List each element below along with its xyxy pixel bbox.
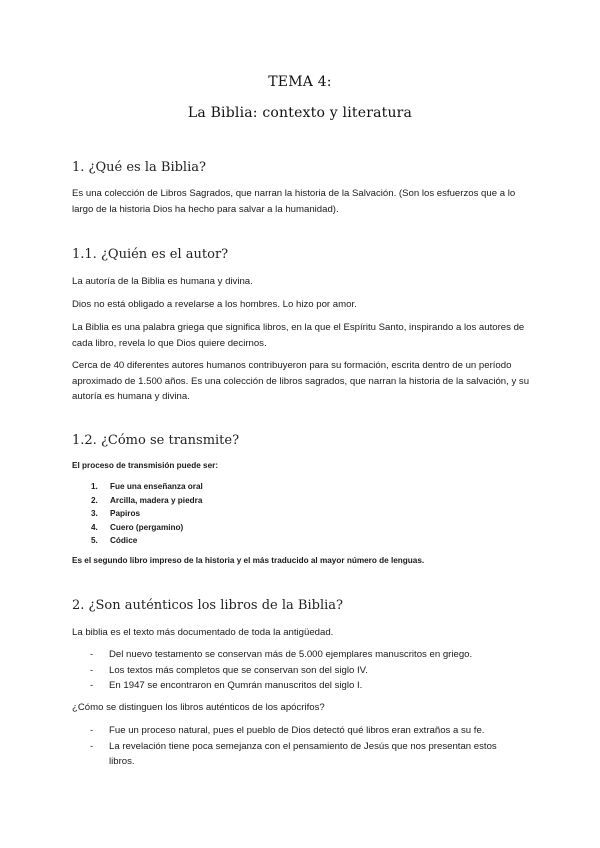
manuscripts-list	[72, 647, 534, 694]
list-item-text: Códice	[110, 536, 138, 546]
list-dash: -	[90, 649, 94, 660]
list-number: 1.	[91, 482, 98, 491]
list-item-text: Del nuevo testamento se conservan más de 5.000 ejemplares manuscritos en griego.	[109, 649, 473, 660]
list-item-text: Fue un proceso natural, pues el pueblo de Dios detectó qué libros eran extraños a su fe.	[109, 725, 485, 736]
list-item	[72, 534, 534, 548]
transmission-list	[72, 480, 534, 548]
section-1-1-paragraph-1: La autoría de la Biblia es humana y divina.	[72, 276, 253, 287]
apocrypha-list	[72, 723, 534, 770]
section-1-1-paragraph-4: Cerca de 40 diferentes autores humanos contribuyeron para su formación, escrita dentro de un período aproximado de 1.500 años. Es una colección de libros sagrados, que narran la historia de la salvación, y su autoría es humana y divina.	[72, 360, 530, 402]
section-2-paragraph-2: ¿Cómo se distinguen los libros auténticos de los apócrifos?	[72, 702, 325, 713]
section-1-2-intro: El proceso de transmisión puede ser:	[72, 461, 219, 470]
section-1-paragraph: Es una colección de Libros Sagrados, que narran la historia de la Salvación. (Son los esfuerzos que a lo largo de la historia Dios ha hecho para salvar a la humanidad).	[72, 188, 516, 215]
section-1-1-paragraph-3: La Biblia es una palabra griega que significa libros, en la que el Espíritu Santo, inspirando a los autores de cada libro, revela lo que Dios quiere decirnos.	[72, 322, 525, 349]
page-subtitle: La Biblia: contexto y literatura	[187, 105, 413, 121]
list-number: 2.	[91, 495, 98, 505]
list-item	[72, 480, 534, 494]
list-dash: -	[90, 740, 94, 752]
list-item	[72, 663, 534, 679]
section-1-2-outro: Es el segundo libro impreso de la historia y el más traducido al mayor número de lenguas.	[72, 556, 425, 565]
list-item-text: Papiros	[110, 509, 141, 519]
list-dash: -	[90, 725, 94, 736]
list-item	[72, 647, 534, 663]
list-item	[72, 678, 534, 694]
section-1-1-paragraph-2: Dios no está obligado a revelarse a los hombres. Lo hizo por amor.	[72, 299, 357, 310]
list-item	[72, 723, 534, 739]
list-dash: -	[90, 664, 94, 676]
section-heading-2: 2. ¿Son auténticos los libros de la Biblia?	[72, 598, 343, 613]
section-heading-1-2: 1.2. ¿Cómo se transmite?	[72, 433, 240, 448]
section-heading-1-1: 1.1. ¿Quién es el autor?	[72, 247, 229, 262]
section-2-paragraph-1: La biblia es el texto más documentado de toda la antigüedad.	[72, 627, 334, 638]
list-dash: -	[90, 680, 94, 691]
list-item-text: Los textos más completos que se conservan son del siglo IV.	[109, 664, 368, 676]
list-item	[72, 521, 534, 535]
list-item-text: En 1947 se encontraron en Qumrán manuscritos del siglo I.	[109, 680, 363, 691]
list-number: 4.	[91, 522, 98, 532]
page-title: TEMA 4:	[268, 74, 332, 90]
list-item	[72, 507, 534, 521]
list-item	[72, 739, 534, 770]
list-number: 5.	[91, 536, 98, 546]
list-item	[72, 494, 534, 508]
list-number: 3.	[91, 509, 98, 519]
list-item-text: La revelación tiene poca semejanza con el pensamiento de Jesús que nos presentan estos libros.	[109, 740, 497, 767]
list-item-text: Arcilla, madera y piedra	[110, 495, 203, 505]
list-item-text: Cuero (pergamino)	[110, 522, 184, 532]
list-item-text: Fue una enseñanza oral	[110, 482, 203, 491]
section-heading-1: 1. ¿Qué es la Biblia?	[72, 160, 206, 175]
